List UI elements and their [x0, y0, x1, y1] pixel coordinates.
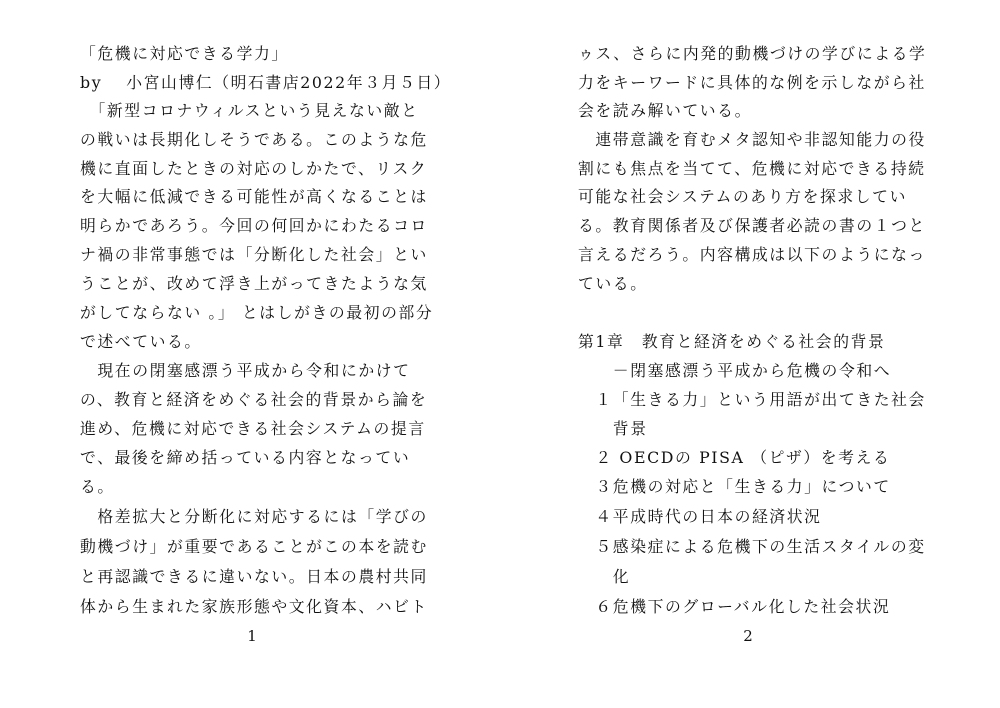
text-line: 現在の閉塞感漂う平成から令和にかけて [80, 361, 411, 380]
right-page [578, 0, 928, 708]
text-line: 進め、危機に対応できる社会システムの提言 [80, 419, 426, 438]
toc-item: １「生きる力」という用語が出てきた社会 [578, 390, 926, 409]
toc-item: ６危機下のグローバル化した社会状況 [578, 597, 891, 616]
text-line: 言えるだろう。内容構成は以下のようになっ [578, 245, 926, 264]
text-line: 連帯意識を育むメタ認知や非認知能力の役 [578, 130, 926, 149]
text-line: の、教育と経済をめぐる社会的背景から論を [80, 390, 428, 409]
text-line: を大幅に低減できる可能性が高くなることは [80, 187, 428, 206]
page-number: 2 [743, 627, 753, 645]
chapter-subtitle: －閉塞感漂う平成から危機の令和へ [578, 361, 892, 380]
toc-item: ３危機の対応と「生きる力」について [578, 477, 891, 496]
text-line: がしてならない 。」 とはしがきの最初の部分 [80, 303, 434, 322]
text-line: 明らかであろう。今回の何回かにわたるコロ [80, 216, 428, 235]
text-line: ナ禍の非常事態では「分断化した社会」とい [80, 245, 428, 264]
text-line: 「危機に対応できる学力」 [80, 44, 289, 63]
text-line: 「新型コロナウィルスという見えない敵と [80, 101, 419, 120]
text-line: と再認識できるに違いない。日本の農村共同 [80, 567, 428, 586]
text-line: 力をキーワードに具体的な例を示しながら社 [578, 73, 926, 92]
chapter-heading: 第1章 教育と経済をめぐる社会的背景 [578, 332, 886, 351]
toc-item: ２ OECDの PISA （ピザ）を考える [578, 448, 891, 467]
text-line: by 小宮山博仁（明石書店2022年３月５日） [80, 73, 452, 92]
text-line: で、最後を締め括っている内容となってい [80, 448, 411, 467]
text-line: る。 [80, 477, 115, 496]
text-line: 機に直面したときの対応のしかたで、リスク [80, 159, 428, 178]
toc-item: 化 [578, 567, 631, 586]
text-line: ゥス、さらに内発的動機づけの学びによる学 [578, 44, 927, 63]
text-line: の戦いは長期化しそうである。このような危 [80, 130, 428, 149]
text-line: ている。 [578, 274, 648, 293]
toc-item: 背景 [578, 419, 648, 438]
page-number: 1 [247, 627, 257, 645]
text-line: で述べている。 [80, 332, 202, 351]
text-line: 動機づけ」が重要であることがこの本を読む [80, 537, 428, 556]
left-page [80, 0, 452, 708]
toc-item: ５感染症による危機下の生活スタイルの変 [578, 537, 926, 556]
text-line: 体から生まれた家族形態や文化資本、ハビト [80, 597, 428, 616]
text-line: うことが、改めて浮き上がってきたような気 [80, 274, 428, 293]
toc-item: ４平成時代の日本の経済状況 [578, 507, 822, 526]
text-line: 可能な社会システムのあり方を探求してい [578, 187, 907, 206]
text-line: る。教育関係者及び保護者必読の書の１つと [578, 216, 926, 235]
text-line: 格差拡大と分断化に対応するには「学びの [80, 507, 428, 526]
text-line: 会を読み解いている。 [578, 101, 752, 120]
text-line: 割にも焦点を当てて、危機に対応できる持続 [578, 159, 926, 178]
